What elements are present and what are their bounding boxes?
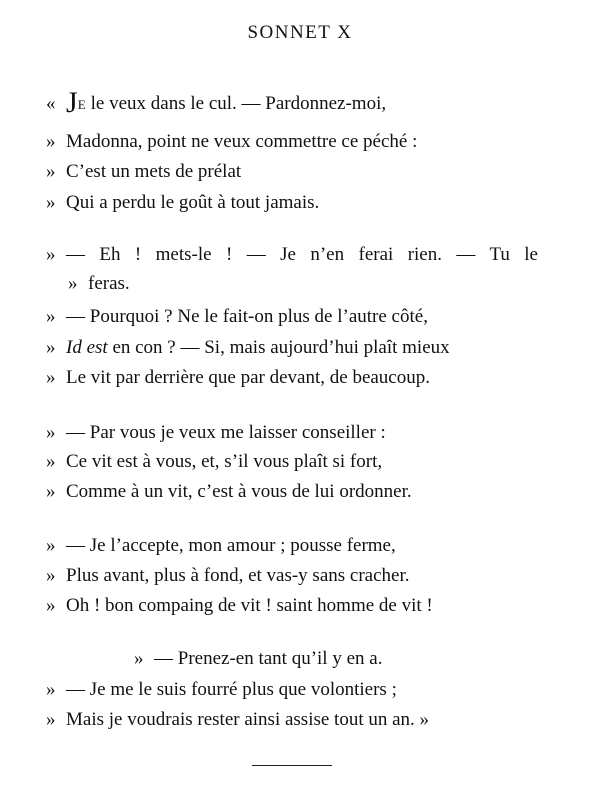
quote-mark: « [46,93,56,114]
verse-text: Qui a perdu le goût à tout jamais. [66,192,320,213]
verse-text: Plus avant, plus à fond, et vas-y sans cracher. [66,565,410,586]
verse-line [46,86,546,119]
quote-mark: » [46,422,56,443]
drop-cap: J [66,86,78,119]
quote-mark: » [46,306,56,327]
small-cap: E [77,97,86,112]
quote-mark: » [46,481,56,502]
verse-line [46,243,538,267]
verse-text: C’est un mets de prélat [66,161,242,182]
verse-text: feras. [88,273,130,294]
verse-line [46,366,546,390]
verse-text: — Pourquoi ? Ne le fait-on plus de l’autre côté, [66,306,428,327]
verse-line-indented [134,647,600,671]
verse-line [46,336,546,360]
quote-mark: » [46,535,56,556]
quote-mark: » [46,192,56,213]
page-title: SONNET X [247,22,353,43]
verse-text: — Prenez-en tant qu’il y en a. [154,648,383,669]
quote-mark: » [46,161,56,182]
verse-line [46,160,546,184]
quote-mark: » [46,244,56,265]
quote-mark: » [46,679,56,700]
verse-text: le veux dans le cul. — Pardonnez-moi, [90,93,387,114]
quote-mark: » [68,273,78,294]
verse-line [46,191,546,215]
verse-line-continuation [68,272,568,296]
verse-text: en con ? — Si, mais aujourd’hui plaît mieux [112,337,450,358]
verse-line [46,534,546,558]
verse-text: Le vit par derrière que par devant, de beaucoup. [66,367,430,388]
quote-mark: » [46,595,56,616]
verse-text: — Eh ! mets-le ! — Je n’en ferai rien. — Tu le [66,244,538,265]
verse-line [46,708,546,732]
verse-line [46,421,546,445]
verse-line [46,480,546,504]
verse-text: — Je l’accepte, mon amour ; pousse ferme, [66,535,396,556]
verse-text: Ce vit est à vous, et, s’il vous plaît si fort, [66,451,383,472]
quote-mark: » [134,648,144,669]
quote-mark: » [46,451,56,472]
verse-line [46,678,546,702]
verse-line [46,450,546,474]
quote-mark: » [46,367,56,388]
quote-mark: » [46,709,56,730]
verse-line [46,130,546,154]
verse-line [46,564,546,588]
verse-text: — Par vous je veux me laisser conseiller : [66,422,386,443]
verse-text: Madonna, point ne veux commettre ce péché : [66,131,418,152]
quote-mark: » [46,131,56,152]
verse-text: Oh ! bon compaing de vit ! saint homme de vit ! [66,595,433,616]
verse-text: Comme à un vit, c’est à vous de lui ordonner. [66,481,412,502]
quote-mark: » [46,337,56,358]
verse-text: — Je me le suis fourré plus que volontiers ; [66,679,397,700]
italic-phrase: Id est [66,337,108,358]
verse-line [46,305,546,329]
verse-line [46,594,546,618]
verse-text: Mais je voudrais rester ainsi assise tout un an. » [66,709,430,730]
section-divider [252,765,332,766]
quote-mark: » [46,565,56,586]
